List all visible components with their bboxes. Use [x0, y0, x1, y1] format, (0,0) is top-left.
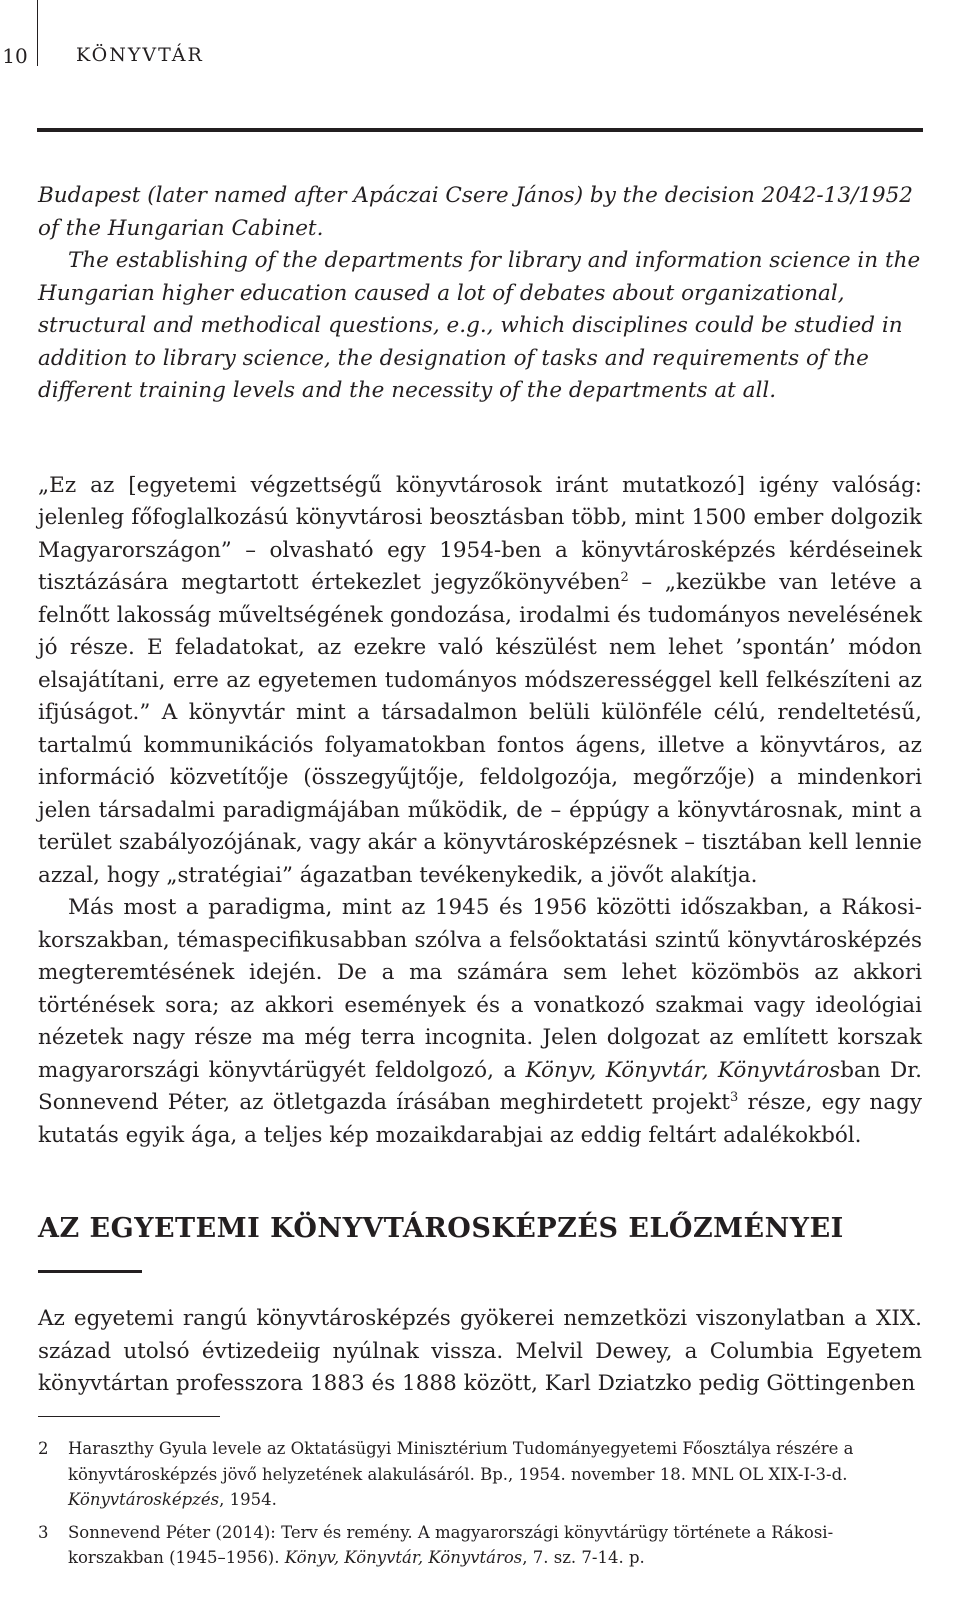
footnote-ref-3[interactable]: 3: [729, 1090, 739, 1105]
footnote-text-run: , 1954.: [219, 1490, 277, 1509]
footnote-text-run: , 7. sz. 7-14. p.: [522, 1548, 645, 1567]
footnote-number: 2: [38, 1439, 49, 1458]
footnote-separator: [38, 1416, 220, 1417]
body-text-run: része, egy nagy kutatás egyik ága, a teljes kép mozaikdarabjai az eddig feltárt adalékokból.: [38, 1090, 922, 1148]
footnotes: [38, 1436, 922, 1578]
page-content: [38, 180, 922, 1401]
english-abstract: [38, 180, 922, 408]
running-head: KÖNYVTÁR: [76, 44, 204, 66]
section-heading-rule: [38, 1270, 142, 1273]
body-paragraph: [38, 892, 922, 1152]
body-text-run: Más most a paradigma, mint az 1945 és 1956 közötti időszakban, a Rákosi-korszakban, témaspecifikusabban szólva a felsőoktatási szintű könyvtárosképzés megteremtésének idején. De a ma számára sem lehet közömbös az akkori történések sora; az akkori események és a vonatkozó szakmai vagy ideológiai nézetek nagy része ma még terra incognita. Jelen dolgozat az említett korszak magyarországi könyvtárügyét feldolgozó, a: [38, 895, 922, 1083]
body-paragraph: [38, 470, 922, 893]
section-body: [38, 1303, 922, 1401]
abstract-paragraph: The establishing of the departments for library and information science in the Hungarian higher education caused a lot of debates about organizational, structural and methodical questions, e.g., which disciplines could be studied in addition to library science, the designation of tasks and requirements of the different training levels and the necessity of the departments at all.: [38, 248, 921, 403]
header-vertical-rule: [37, 0, 38, 66]
journal-title: Könyv, Könyvtár, Könyvtáros: [525, 1057, 841, 1083]
footnote-text: [68, 1520, 922, 1571]
footnote-text-run: Sonnevend Péter (2014): Terv és remény. A magyarországi könyvtárügy története a Rákosi-korszakban (1945–1956).: [68, 1522, 834, 1567]
body-text-run: „Ez az [egyetemi végzettségű könyvtárosok iránt mutatkozó] igény valóság: jelenleg főfoglalkozású könyvtárosi beosztásban több, mint 1500 ember dolgozik Magyarországon” – olvasható egy 1954-ben a könyvtárosképzés kérdéseinek tisztázására megtartott értekezlet jegyzőkönyvében: [38, 472, 922, 595]
footnote-italic: Könyvtárosképzés: [68, 1490, 220, 1509]
footnote-text-run: Haraszthy Gyula levele az Oktatásügyi Minisztérium Tudományegyetemi Főosztálya részére a könyvtárosképzés jövő helyzetének alakulásáról. Bp., 1954. november 18. MNL OL XIX-I-3-d.: [68, 1439, 854, 1484]
footnote-2: [38, 1436, 922, 1513]
header-horizontal-rule: [37, 128, 923, 132]
footnote-text: [68, 1436, 922, 1513]
section-heading: AZ EGYETEMI KÖNYVTÁROSKÉPZÉS ELŐZMÉNYEI: [38, 1213, 844, 1244]
body-text-run: – „kezükbe van letéve a felnőtt lakosság műveltségének gondozása, irodalmi és tudományos nevelésének jó része. E feladatokat, az ezekre való készülést nem lehet ’spontán’ módon elsajátítani, erre az egyetemen tudományos módszerességgel kell felkészíteni az ifjúságot.” A könyvtár mint a társadalmon belüli különféle célú, rendeltetésű, tartalmú kommunikációs folyamatokban fontos ágens, illetve a könyvtáros, az információ közvetítője (összegyűjtője, feldolgozója, megőrzője) a mindenkori jelen társadalmi paradigmájában működik, de – éppúgy a könyvtárosnak, mint a terület szabályozójának, vagy akár a könyvtárosképzésnek – tisztában kell lennie azzal, hogy „stratégiai” ágazatban tevékenykedik, a jövőt alakítja.: [38, 570, 923, 888]
footnote-number: 3: [38, 1522, 49, 1542]
footnote-3: [38, 1520, 922, 1571]
section-paragraph: Az egyetemi rangú könyvtárosképzés gyökerei nemzetközi viszonylatban a XIX. század utolsó évtizedeiig nyúlnak vissza. Melvil Dewey, a Columbia Egyetem könyvtártan professzora 1883 és 1888 között, Karl Dziatzko pedig Göttingenben: [38, 1306, 922, 1396]
body-text-run: ban Dr. Sonnevend Péter, az ötletgazda írásában meghirdetett projekt: [38, 1057, 923, 1115]
footnote-ref-2[interactable]: 2: [620, 570, 629, 585]
footnote-italic: Könyv, Könyvtár, Könyvtáros: [284, 1548, 523, 1567]
body-text: [38, 470, 922, 1153]
page-number: 10: [2, 44, 28, 68]
abstract-paragraph: Budapest (later named after Apáczai Csere János) by the decision 2042-13/1952 of the Hungarian Cabinet.: [38, 183, 913, 241]
